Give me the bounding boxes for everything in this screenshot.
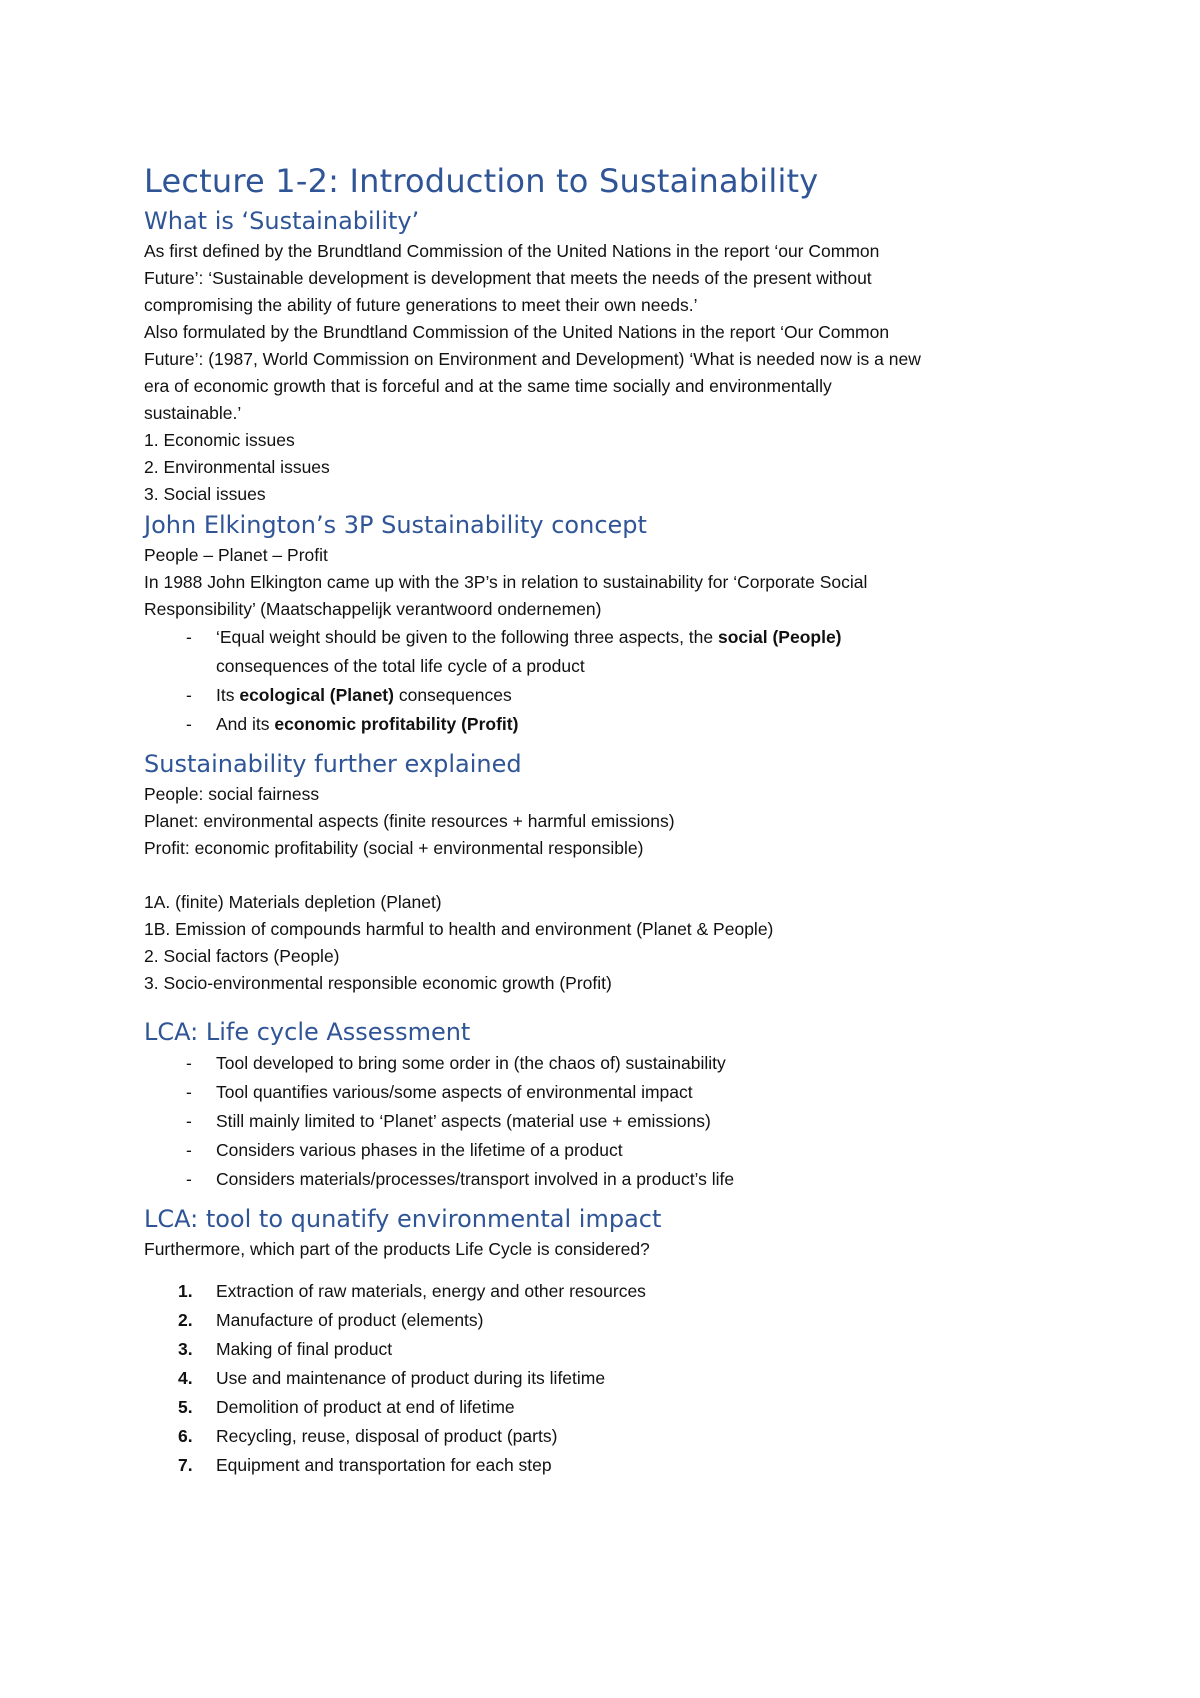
factor-line: 2. Social factors (People) bbox=[144, 946, 340, 966]
list-item: - And its economic profitability (Profit) bbox=[144, 710, 1074, 739]
list-item-continuation: consequences of the total life cycle of a product bbox=[216, 656, 585, 676]
heading-lca-tool: LCA: tool to qunatify environmental impact bbox=[144, 1205, 662, 1233]
list-item: - Tool quantifies various/some aspects of environmental impact bbox=[144, 1078, 1074, 1107]
list-item: 4. Use and maintenance of product during its lifetime bbox=[178, 1368, 606, 1388]
dash-bullet: - bbox=[186, 1140, 192, 1160]
spacer bbox=[144, 862, 1074, 889]
list-item: - Still mainly limited to ‘Planet’ aspects (material use + emissions) bbox=[144, 1107, 1074, 1136]
dash-bullet: - bbox=[186, 627, 192, 647]
paragraph-line: As first defined by the Brundtland Commission of the United Nations in the report ‘our Common bbox=[144, 241, 880, 261]
list-item: - Tool developed to bring some order in (the chaos of) sustainability bbox=[144, 1049, 1074, 1078]
issue-item: 1. Economic issues bbox=[144, 430, 295, 450]
paragraph-line: Responsibility’ (Maatschappelijk verantwoord ondernemen) bbox=[144, 599, 602, 619]
list-item: - Considers various phases in the lifetime of a product bbox=[144, 1136, 1074, 1165]
paragraph-line: sustainable.’ bbox=[144, 403, 242, 423]
intro-line: Furthermore, which part of the products Life Cycle is considered? bbox=[144, 1239, 650, 1259]
life-cycle-steps-list bbox=[144, 1277, 1074, 1480]
heading-elkington-3p: John Elkington’s 3P Sustainability concept bbox=[144, 511, 647, 539]
paragraph-line: Future’: (1987, World Commission on Environment and Development) ‘What is needed now is a new bbox=[144, 349, 921, 369]
lca-bullet-list bbox=[144, 1049, 1074, 1194]
list-item: - ‘Equal weight should be given to the following three aspects, the social (People) bbox=[144, 623, 1074, 652]
list-item: 3. Making of final product bbox=[178, 1339, 393, 1359]
3p-aspects-list bbox=[144, 623, 1074, 739]
heading-further-explained: Sustainability further explained bbox=[144, 750, 522, 778]
list-item: 2. Manufacture of product (elements) bbox=[178, 1310, 484, 1330]
dash-bullet: - bbox=[186, 1082, 192, 1102]
paragraph-line: Also formulated by the Brundtland Commission of the United Nations in the report ‘Our Common bbox=[144, 322, 890, 342]
page-title: Lecture 1-2: Introduction to Sustainability bbox=[144, 162, 819, 200]
heading-lca: LCA: Life cycle Assessment bbox=[144, 1018, 471, 1046]
list-item: 5. Demolition of product at end of lifetime bbox=[178, 1397, 515, 1417]
paragraph-line: In 1988 John Elkington came up with the 3P’s in relation to sustainability for ‘Corporate Social bbox=[144, 572, 868, 592]
factor-line: 1A. (finite) Materials depletion (Planet) bbox=[144, 892, 442, 912]
list-item: 1. Extraction of raw materials, energy and other resources bbox=[178, 1281, 646, 1301]
spacer bbox=[144, 1263, 1074, 1277]
factor-line: 1B. Emission of compounds harmful to health and environment (Planet & People) bbox=[144, 919, 774, 939]
issue-item: 2. Environmental issues bbox=[144, 457, 330, 477]
factor-line: 3. Socio-environmental responsible economic growth (Profit) bbox=[144, 973, 612, 993]
list-item: - Considers materials/processes/transport involved in a product’s life bbox=[144, 1165, 1074, 1194]
dash-bullet: - bbox=[186, 1111, 192, 1131]
paragraph-line: compromising the ability of future generations to meet their own needs.’ bbox=[144, 295, 698, 315]
heading-what-is-sustainability: What is ‘Sustainability’ bbox=[144, 207, 420, 235]
paragraph-line: era of economic growth that is forceful and at the same time socially and environmentally bbox=[144, 376, 832, 396]
list-item: 6. Recycling, reuse, disposal of product (parts) bbox=[178, 1426, 558, 1446]
definition-line: People: social fairness bbox=[144, 784, 320, 804]
list-item: 7. Equipment and transportation for each step bbox=[178, 1455, 552, 1475]
list-item: - Its ecological (Planet) consequences bbox=[144, 681, 1074, 710]
dash-bullet: - bbox=[186, 714, 192, 734]
paragraph-line: Future’: ‘Sustainable development is development that meets the needs of the present without bbox=[144, 268, 872, 288]
issue-item: 3. Social issues bbox=[144, 484, 266, 504]
definition-line: Profit: economic profitability (social + environmental responsible) bbox=[144, 838, 644, 858]
dash-bullet: - bbox=[186, 1169, 192, 1189]
definition-line: Planet: environmental aspects (finite resources + harmful emissions) bbox=[144, 811, 675, 831]
tagline: People – Planet – Profit bbox=[144, 545, 328, 565]
document-content bbox=[144, 160, 1074, 1480]
dash-bullet: - bbox=[186, 685, 192, 705]
dash-bullet: - bbox=[186, 1053, 192, 1073]
